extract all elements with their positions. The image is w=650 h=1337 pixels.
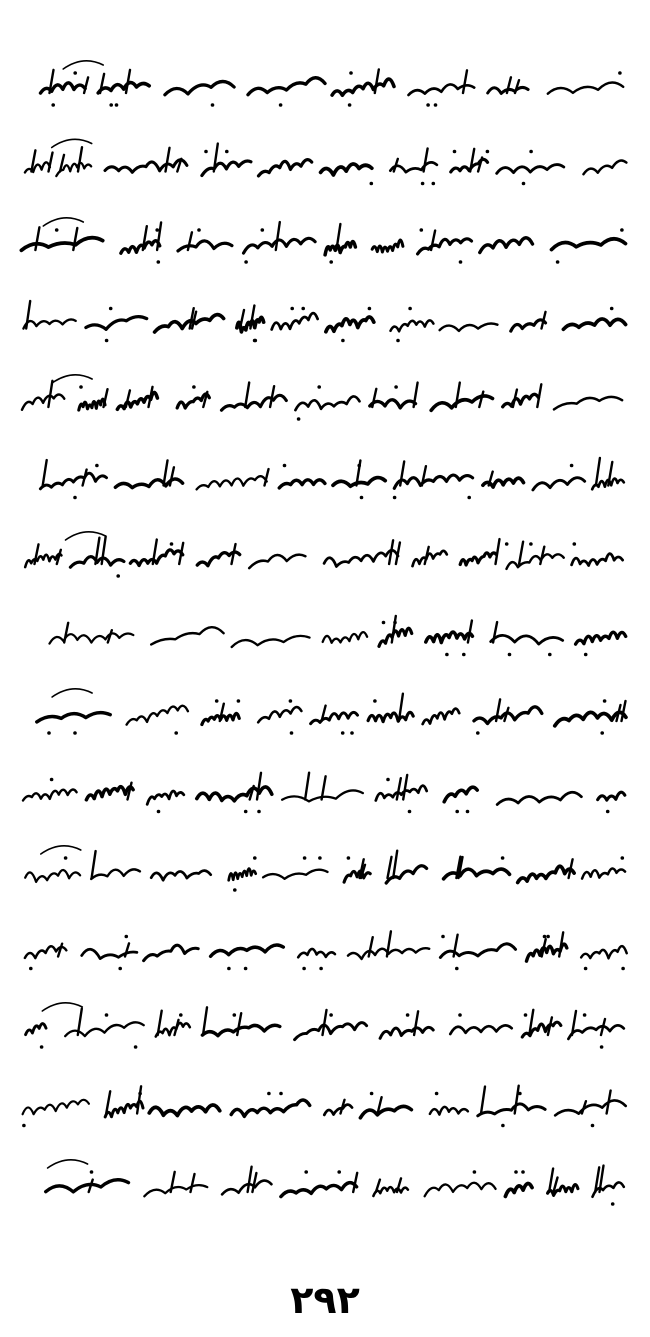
manuscript-line: [23, 773, 625, 814]
manuscript-line: [25, 532, 622, 578]
manuscript-line: [25, 931, 627, 970]
page-number: ۲۹۲: [290, 1278, 360, 1322]
manuscript-line: [37, 689, 626, 735]
manuscript-line: [50, 616, 626, 656]
manuscript-line: [22, 1086, 626, 1128]
manuscript-line: [26, 1003, 624, 1049]
manuscript-line: [22, 375, 622, 421]
manuscript-line: [41, 61, 624, 107]
manuscript-line: [46, 1160, 624, 1206]
manuscript-line: [40, 458, 623, 499]
manuscript-line: [23, 301, 625, 342]
manuscript-line: [21, 218, 625, 264]
manuscript-line: [25, 139, 627, 185]
manuscript-line: [25, 846, 625, 892]
